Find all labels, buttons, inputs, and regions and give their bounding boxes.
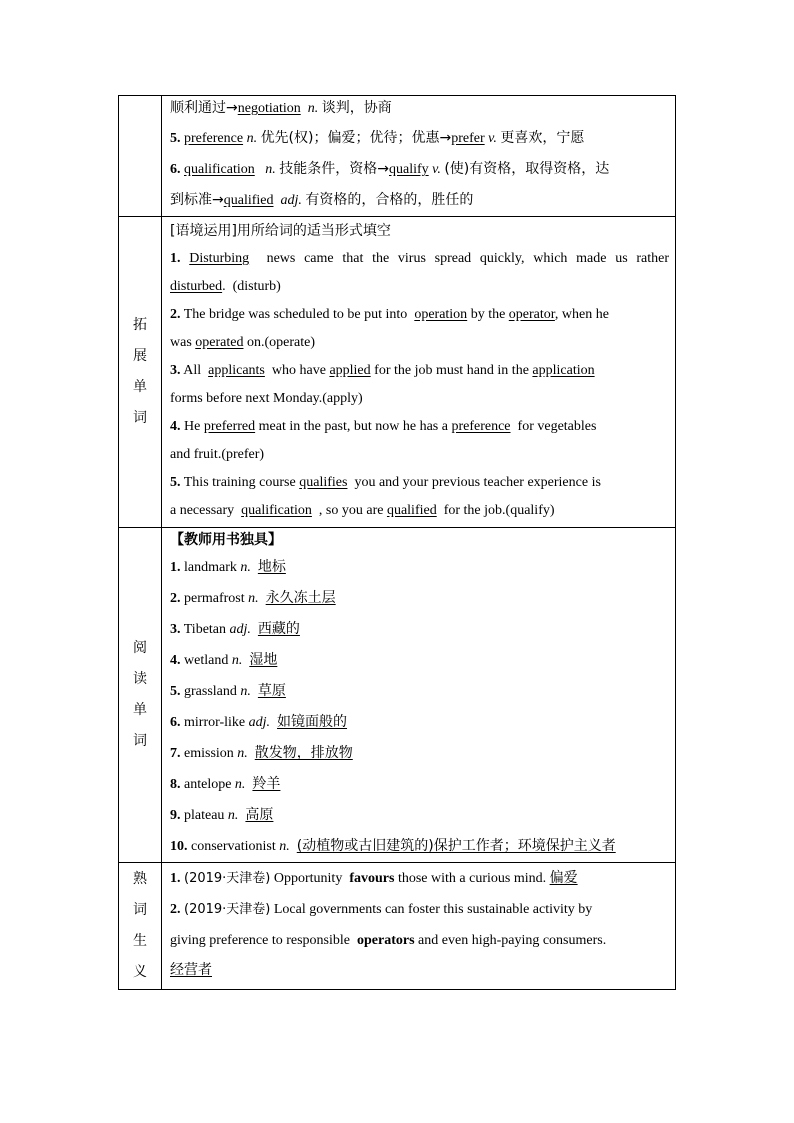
- label-char: 阅: [133, 640, 147, 656]
- english-word: Tibetan: [183, 622, 227, 637]
- section-heading: 【教师用书独具】: [170, 532, 282, 548]
- english-word: permafrost: [184, 591, 245, 606]
- continuation-cell: [162, 96, 676, 217]
- text: for the job.(qualify): [443, 503, 555, 518]
- item-number: 1.: [170, 560, 181, 575]
- answer-word: qualification: [184, 162, 255, 177]
- reading-words-cell: [162, 528, 676, 863]
- item-number: 7.: [170, 746, 181, 761]
- line: [170, 154, 669, 185]
- section-label-reading-words: [119, 528, 162, 863]
- item-number: 5.: [170, 131, 181, 146]
- item-number: 10.: [170, 839, 188, 854]
- pos: n.: [240, 684, 251, 699]
- list-item: [170, 707, 669, 738]
- vocabulary-table: [118, 95, 676, 990]
- pos: v.: [432, 162, 441, 177]
- table-row: [119, 217, 676, 528]
- answer-word: qualify: [389, 162, 429, 177]
- answer-word: negotiation: [237, 101, 301, 116]
- text: news came that the virus spread quickly, which made us rather: [266, 251, 669, 266]
- text: on.(operate): [246, 335, 316, 350]
- item-number: 8.: [170, 777, 181, 792]
- text: .: [222, 279, 226, 294]
- row-label-empty: [119, 96, 162, 217]
- answer-word: qualifies: [299, 475, 348, 490]
- answer-meaning: 永久冻土层: [265, 590, 336, 606]
- expand-words-cell: [162, 217, 676, 528]
- text: , so you are: [318, 503, 384, 518]
- label-char: 单: [133, 702, 147, 718]
- text: and fruit.(prefer): [170, 447, 265, 462]
- item-number: 3.: [170, 363, 181, 378]
- sentence-line: [170, 956, 669, 985]
- item-number: 2.: [170, 591, 181, 606]
- sentence-line: [170, 357, 669, 385]
- answer-word: operator: [508, 307, 555, 322]
- answer-meaning: 湿地: [249, 652, 278, 668]
- answer-word: preference: [184, 131, 244, 146]
- item-number: 4.: [170, 653, 181, 668]
- meaning: (使)有资格，取得资格，达: [444, 161, 610, 177]
- answer-word: prefer: [451, 131, 485, 146]
- text: This training course: [183, 475, 296, 490]
- pos: n.: [240, 560, 251, 575]
- answer-word: preferred: [203, 419, 256, 434]
- label-char: 单: [133, 379, 147, 395]
- text: All: [183, 363, 202, 378]
- item-number: 2.: [170, 307, 181, 322]
- label-char: 展: [133, 348, 147, 364]
- sentence-line: [170, 925, 669, 956]
- item-number: 1.: [170, 871, 181, 886]
- item-number: 6.: [170, 715, 181, 730]
- answer-word: qualification: [241, 503, 312, 518]
- text: who have: [271, 363, 326, 378]
- sentence-line: [170, 497, 669, 525]
- table-row: [119, 96, 676, 217]
- sentence-line: [170, 441, 669, 469]
- english-word: plateau: [184, 808, 225, 823]
- list-item: [170, 645, 669, 676]
- section-heading: [语境运用]用所给词的适当形式填空: [170, 223, 391, 239]
- line: [170, 185, 669, 216]
- answer-word: applicants: [208, 363, 265, 378]
- text: you and your previous teacher experience is: [354, 475, 601, 490]
- item-number: 3.: [170, 622, 181, 637]
- meaning: 谈判，协商: [321, 100, 392, 116]
- text: a necessary: [170, 503, 235, 518]
- answer-meaning: 地标: [257, 559, 286, 575]
- list-item: [170, 831, 669, 862]
- line: [170, 123, 669, 154]
- text: Opportunity: [273, 871, 343, 886]
- english-word: grassland: [184, 684, 237, 699]
- text: The bridge was scheduled to be put into: [183, 307, 408, 322]
- answer-meaning: 如镜面般的: [277, 714, 348, 730]
- text: and even high-paying consumers.: [418, 933, 607, 948]
- english-word: conservationist: [191, 839, 276, 854]
- meaning: 技能条件，资格→: [279, 161, 389, 177]
- list-item: [170, 552, 669, 583]
- item-number: 1.: [170, 251, 181, 266]
- item-number: 9.: [170, 808, 181, 823]
- label-char: 读: [133, 671, 147, 687]
- answer-meaning: 羚羊: [252, 776, 281, 792]
- answer-word: Disturbing: [189, 251, 250, 266]
- text: by the: [470, 307, 506, 322]
- pos: n.: [307, 101, 319, 116]
- answer-word: application: [532, 363, 595, 378]
- answer-meaning: 散发物，排放物: [254, 745, 353, 761]
- sentence-line: [170, 413, 669, 441]
- text: forms before next Monday.(apply): [170, 391, 363, 406]
- text: giving preference to responsible: [170, 933, 350, 948]
- list-item: [170, 676, 669, 707]
- key-word: favours: [349, 871, 395, 886]
- pos: n.: [265, 162, 276, 177]
- reading-word-list: [170, 552, 669, 862]
- section-label-familiar-words: [119, 863, 162, 990]
- pos: n.: [279, 839, 290, 854]
- source: (2019·天津卷): [184, 902, 271, 917]
- sentence-line: [170, 385, 669, 413]
- section-label-expand-words: [119, 217, 162, 528]
- pos: n.: [246, 131, 258, 146]
- sentence-line: [170, 245, 669, 273]
- meaning: 优先(权)；偏爱；优待；优惠→: [260, 130, 452, 146]
- sentence-line: [170, 273, 669, 301]
- text: Local governments can foster this sustainable activity by: [273, 902, 593, 917]
- list-item: [170, 583, 669, 614]
- item-number: 5.: [170, 475, 181, 490]
- answer-meaning: 草原: [257, 683, 286, 699]
- label-char: 词: [133, 410, 147, 426]
- familiar-words-cell: [162, 863, 676, 990]
- answer-word: qualified: [223, 193, 274, 208]
- text: was: [170, 335, 192, 350]
- pos: n.: [231, 653, 243, 668]
- english-word: emission: [184, 746, 234, 761]
- english-word: mirror-like: [184, 715, 246, 730]
- answer-word: qualified: [386, 503, 437, 518]
- label-char: 生: [133, 933, 147, 949]
- text: , when he: [554, 307, 609, 322]
- hint: (disturb): [232, 279, 281, 294]
- answer-word: preference: [451, 419, 511, 434]
- meaning: 有资格的，合格的，胜任的: [305, 192, 474, 208]
- pos: v.: [488, 131, 497, 146]
- source: (2019·天津卷): [184, 871, 271, 886]
- answer-meaning: 偏爱: [549, 870, 578, 886]
- label-char: 拓: [133, 317, 147, 333]
- list-item: [170, 800, 669, 831]
- table-row: [119, 863, 676, 990]
- answer-word: operated: [195, 335, 244, 350]
- list-item: [170, 769, 669, 800]
- english-word: antelope: [184, 777, 232, 792]
- text: those with a curious mind.: [397, 871, 547, 886]
- text: He: [184, 419, 201, 434]
- answer-word: applied: [329, 363, 371, 378]
- pos: adj.: [229, 622, 251, 637]
- pos: n.: [234, 777, 246, 792]
- answer-word: operation: [414, 307, 468, 322]
- text: 顺利通过→: [170, 100, 238, 116]
- item-number: 6.: [170, 162, 181, 177]
- pos: adj.: [248, 715, 271, 730]
- label-char: 词: [133, 902, 147, 918]
- sentence-line: [170, 894, 669, 925]
- english-word: landmark: [184, 560, 237, 575]
- label-char: 义: [133, 964, 147, 980]
- sentence-line: [170, 469, 669, 497]
- key-word: operators: [357, 933, 415, 948]
- answer-word: disturbed: [170, 279, 223, 294]
- label-char: 词: [133, 733, 147, 749]
- table-row: [119, 528, 676, 863]
- text: for the job must hand in the: [374, 363, 529, 378]
- answer-meaning: 高原: [245, 807, 274, 823]
- text: for vegetables: [517, 419, 597, 434]
- pos: n.: [248, 591, 259, 606]
- item-number: 4.: [170, 419, 181, 434]
- meaning: 更喜欢，宁愿: [500, 130, 585, 146]
- list-item: [170, 614, 669, 645]
- pos: n.: [237, 746, 248, 761]
- list-item: [170, 738, 669, 769]
- item-number: 2.: [170, 902, 181, 917]
- text: 到标准→: [170, 192, 224, 208]
- answer-meaning: 西藏的: [257, 621, 300, 637]
- label-char: 熟: [133, 871, 147, 887]
- sentence-line: [170, 301, 669, 329]
- sentence-line: [170, 329, 669, 357]
- english-word: wetland: [184, 653, 229, 668]
- text: meat in the past, but now he has a: [258, 419, 448, 434]
- sentence-line: [170, 863, 669, 894]
- pos: n.: [227, 808, 239, 823]
- line: [170, 94, 669, 123]
- pos: adj.: [280, 193, 302, 208]
- item-number: 5.: [170, 684, 181, 699]
- answer-meaning: (动植物或古旧建筑的)保护工作者；环境保护主义者: [296, 838, 616, 854]
- answer-meaning: 经营者: [170, 962, 212, 978]
